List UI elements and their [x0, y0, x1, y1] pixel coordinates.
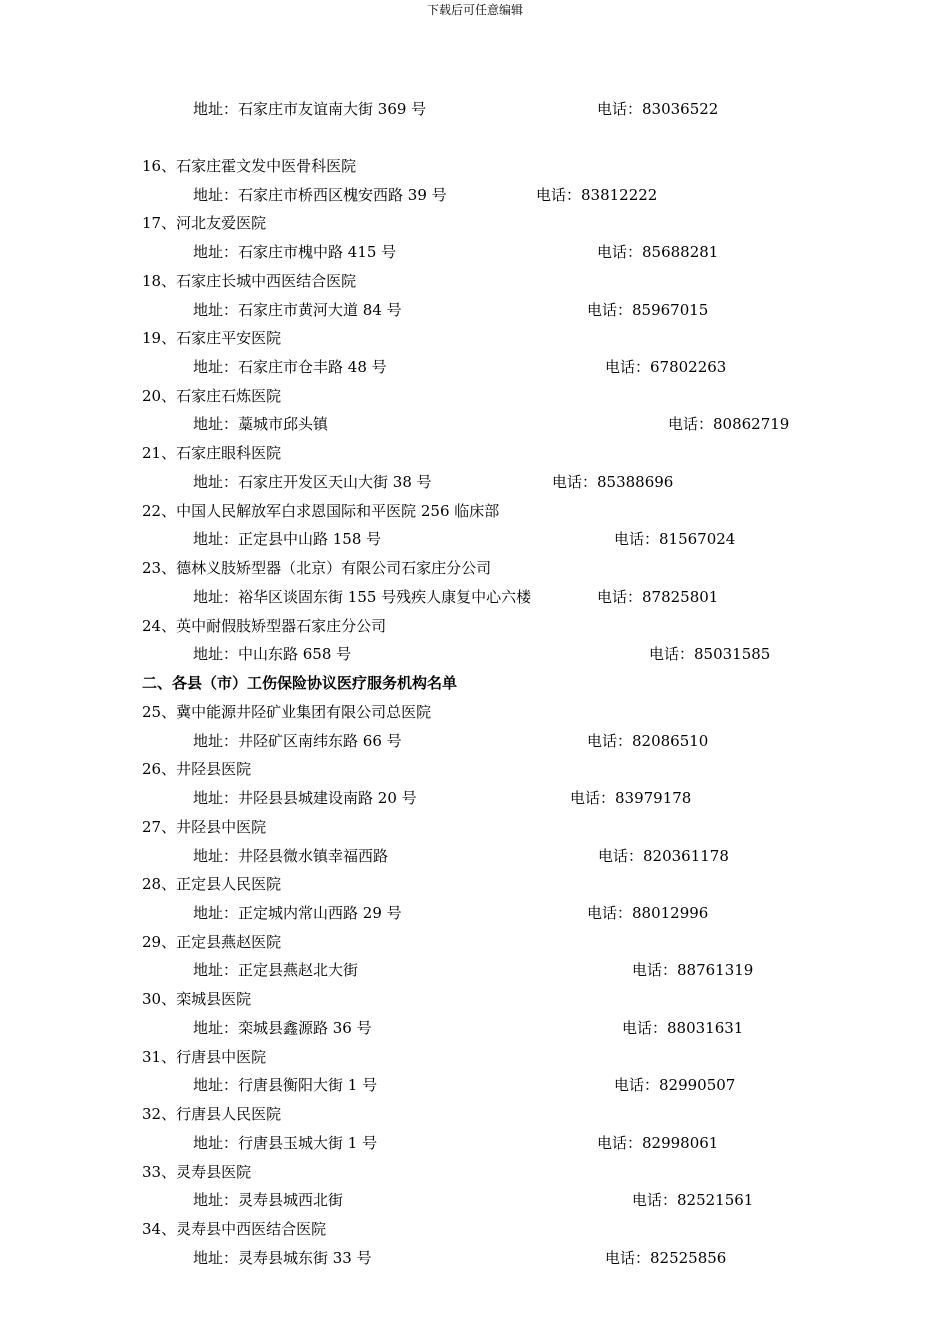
hospital-name: 25、冀中能源井陉矿业集团有限公司总医院 [142, 703, 432, 721]
phone-text: 电话：83812222 [536, 186, 658, 204]
hospital-name: 34、灵寿县中西医结合医院 [142, 1220, 327, 1238]
address-text: 地址：井陉县县城建设南路 20 号 [193, 789, 417, 807]
phone-text: 电话：82521561 [632, 1191, 754, 1209]
hospital-name: 22、中国人民解放军白求恩国际和平医院 256 临床部 [142, 502, 500, 520]
hospital-name: 23、德林义肢矫型器（北京）有限公司石家庄分公司 [142, 559, 492, 577]
address-text: 地址：行唐县玉城大街 1 号 [193, 1134, 378, 1152]
address-text: 地址：石家庄市仓丰路 48 号 [193, 358, 387, 376]
phone-text: 电话：85388696 [552, 473, 674, 491]
address-text: 地址：正定县燕赵北大街 [193, 961, 359, 979]
address-text: 地址：中山东路 658 号 [193, 645, 352, 663]
phone-text: 电话：82998061 [597, 1134, 719, 1152]
phone-text: 电话：82990507 [614, 1076, 736, 1094]
phone-text: 电话：67802263 [605, 358, 727, 376]
address-text: 地址：正定城内常山西路 29 号 [193, 904, 402, 922]
hospital-name: 24、英中耐假肢矫型器石家庄分公司 [142, 617, 387, 635]
hospital-name: 28、正定县人民医院 [142, 875, 282, 893]
hospital-name: 26、井陉县医院 [142, 760, 252, 778]
hospital-name: 16、石家庄霍文发中医骨科医院 [142, 157, 357, 175]
phone-text: 电话：82525856 [605, 1249, 727, 1267]
address-text: 地址：栾城县鑫源路 36 号 [193, 1019, 372, 1037]
hospital-name: 19、石家庄平安医院 [142, 329, 282, 347]
address-text: 地址：井陉矿区南纬东路 66 号 [193, 732, 402, 750]
section-heading: 二、各县（市）工伤保险协议医疗服务机构名单 [142, 674, 458, 692]
hospital-name: 27、井陉县中医院 [142, 818, 267, 836]
hospital-name: 30、栾城县医院 [142, 990, 252, 1008]
phone-text: 电话：82086510 [587, 732, 709, 750]
address-text: 地址：石家庄市黄河大道 84 号 [193, 301, 402, 319]
address-text: 地址：藁城市邱头镇 [193, 415, 329, 433]
address-text: 地址：石家庄开发区天山大街 38 号 [193, 473, 432, 491]
address-text: 地址：正定县中山路 158 号 [193, 530, 382, 548]
address-text: 地址：裕华区谈固东街 155 号残疾人康复中心六楼 [193, 588, 532, 606]
phone-text: 电话：85688281 [597, 243, 719, 261]
hospital-name: 33、灵寿县医院 [142, 1163, 252, 1181]
phone-text: 电话：88761319 [632, 961, 754, 979]
phone-text: 电话：88012996 [587, 904, 709, 922]
phone-text: 电话：83036522 [597, 100, 719, 118]
address-text: 地址：灵寿县城西北街 [193, 1191, 344, 1209]
hospital-name: 18、石家庄长城中西医结合医院 [142, 272, 357, 290]
phone-text: 电话：87825801 [597, 588, 719, 606]
hospital-name: 29、正定县燕赵医院 [142, 933, 282, 951]
address-text: 地址：行唐县衡阳大街 1 号 [193, 1076, 378, 1094]
phone-text: 电话：83979178 [570, 789, 692, 807]
address-text: 地址：石家庄市友谊南大街 369 号 [193, 100, 427, 118]
address-text: 地址：井陉县微水镇幸福西路 [193, 847, 389, 865]
phone-text: 电话：85031585 [649, 645, 771, 663]
hospital-name: 20、石家庄石炼医院 [142, 387, 282, 405]
address-text: 地址：石家庄市槐中路 415 号 [193, 243, 397, 261]
hospital-name: 21、石家庄眼科医院 [142, 444, 282, 462]
phone-text: 电话：85967015 [587, 301, 709, 319]
hospital-name: 31、行唐县中医院 [142, 1048, 267, 1066]
hospital-name: 17、河北友爱医院 [142, 214, 267, 232]
header-note: 下载后可任意编辑 [426, 3, 523, 17]
phone-text: 电话：820361178 [598, 847, 729, 865]
phone-text: 电话：81567024 [614, 530, 736, 548]
address-text: 地址：石家庄市桥西区槐安西路 39 号 [193, 186, 447, 204]
address-text: 地址：灵寿县城东街 33 号 [193, 1249, 372, 1267]
hospital-name: 32、行唐县人民医院 [142, 1105, 282, 1123]
phone-text: 电话：88031631 [622, 1019, 744, 1037]
phone-text: 电话：80862719 [668, 415, 790, 433]
